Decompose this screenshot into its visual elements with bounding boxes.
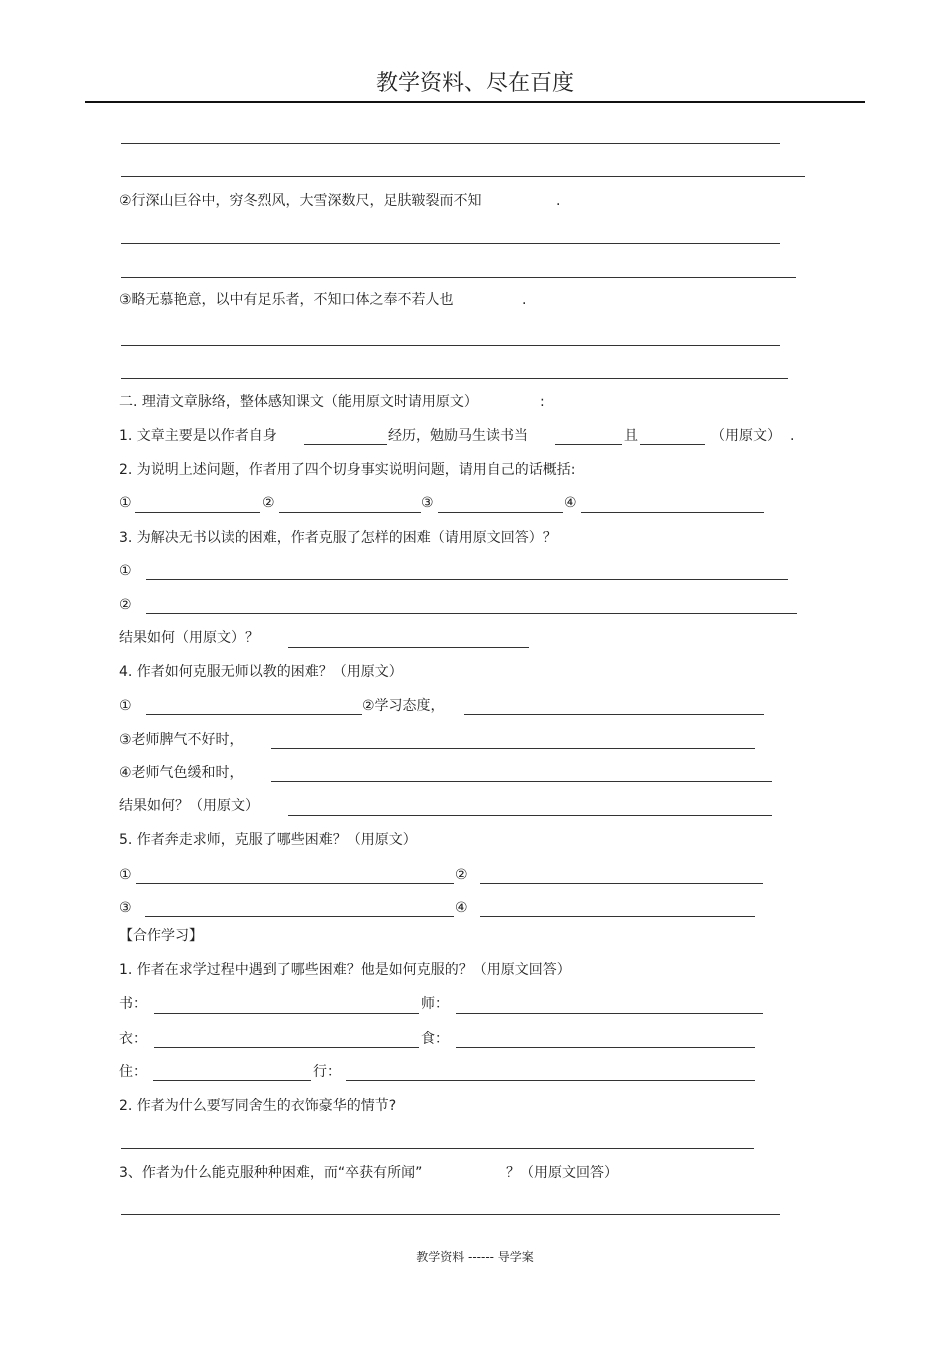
answer-line[interactable] [121, 1214, 780, 1215]
header-rule [85, 101, 865, 103]
blank-field[interactable] [153, 1080, 311, 1081]
question-1-part-c: 且 [624, 428, 638, 444]
coop-question-3: 3、作者为什么能克服种种困难，而“卒获有所闻” [119, 1165, 423, 1181]
marker-2: ② [262, 495, 275, 511]
blank-field[interactable] [271, 781, 772, 782]
blank-field[interactable] [438, 512, 563, 513]
marker-4: ④ [455, 900, 468, 916]
question-item-2-end: . [556, 193, 561, 209]
marker-1: ① [119, 867, 132, 883]
marker-1: ① [119, 698, 132, 714]
question-2: 2. 为说明上述问题，作者用了四个切身事实说明问题，请用自己的话概括: [119, 462, 576, 478]
label-book: 书： [119, 996, 147, 1012]
blank-field[interactable] [146, 613, 797, 614]
answer-line[interactable] [121, 143, 780, 144]
section-heading-colon: : [540, 394, 545, 410]
blank-field[interactable] [146, 579, 788, 580]
blank-field[interactable] [456, 1047, 755, 1048]
blank-field[interactable] [288, 815, 772, 816]
question-5: 5. 作者奔走求师，克服了哪些困难？（用原文） [119, 832, 417, 848]
question-item-3: ③略无慕艳意，以中有足乐者，不知口体之奉不若人也 [119, 292, 454, 308]
teacher-calm-label: ④老师气色缓和时， [119, 765, 244, 781]
question-1-part-d: （用原文） [711, 428, 781, 444]
blank-field[interactable] [464, 714, 764, 715]
blank-field[interactable] [279, 512, 421, 513]
label-housing: 住： [119, 1064, 147, 1080]
question-3: 3. 为解决无书以读的困难，作者克服了怎样的困难（请用原文回答）？ [119, 530, 557, 546]
marker-4: ④ [564, 495, 577, 511]
blank-field[interactable] [456, 1013, 763, 1014]
coop-question-3-tail: ？（用原文回答） [506, 1165, 618, 1181]
coop-heading: 【合作学习】 [119, 928, 203, 944]
question-1-part-b: 经历，勉励马生读书当 [388, 428, 528, 444]
blank-field[interactable] [136, 883, 454, 884]
marker-1: ① [119, 495, 132, 511]
blank-field[interactable] [581, 512, 764, 513]
study-attitude-label: ②学习态度， [362, 698, 445, 714]
label-clothing: 衣： [119, 1031, 147, 1047]
result-label: 结果如何（用原文）？ [119, 630, 259, 646]
label-teacher: 师： [421, 996, 449, 1012]
label-food: 食： [421, 1031, 449, 1047]
section-heading: 二. 理清文章脉络，整体感知课文（能用原文时请用原文） [119, 394, 478, 410]
marker-2: ② [455, 867, 468, 883]
blank-field[interactable] [135, 512, 260, 513]
blank-field[interactable] [271, 748, 755, 749]
blank-field[interactable] [288, 647, 529, 648]
teacher-angry-label: ③老师脾气不好时， [119, 732, 244, 748]
question-1-part-e: . [790, 428, 795, 444]
answer-line[interactable] [121, 345, 780, 346]
question-item-3-end: . [522, 292, 527, 308]
marker-3: ③ [119, 900, 132, 916]
blank-field[interactable] [145, 916, 454, 917]
coop-question-2: 2. 作者为什么要写同舍生的衣饰豪华的情节? [119, 1098, 397, 1114]
blank-field[interactable] [480, 883, 763, 884]
marker-3: ③ [421, 495, 434, 511]
blank-field[interactable] [346, 1080, 755, 1081]
answer-line[interactable] [121, 1148, 754, 1149]
page-header-title: 教学资料、尽在百度 [375, 71, 574, 96]
result-label: 结果如何？（用原文） [119, 798, 259, 814]
blank-field[interactable] [146, 714, 362, 715]
coop-question-1: 1. 作者在求学过程中遇到了哪些困难？他是如何克服的？（用原文回答） [119, 962, 571, 978]
blank-field[interactable] [154, 1047, 419, 1048]
page-footer: 教学资料 ------ 导学案 [416, 1250, 534, 1264]
blank-field[interactable] [640, 444, 705, 445]
answer-line[interactable] [121, 378, 788, 379]
answer-line[interactable] [121, 277, 796, 278]
answer-line[interactable] [121, 176, 805, 177]
marker-2: ② [119, 597, 132, 613]
marker-1: ① [119, 563, 132, 579]
question-item-2: ②行深山巨谷中，穷冬烈风，大雪深数尺，足肤皲裂而不知 [119, 193, 482, 209]
question-1-part-a: 1. 文章主要是以作者自身 [119, 428, 277, 444]
blank-field[interactable] [480, 916, 755, 917]
blank-field[interactable] [154, 1013, 419, 1014]
blank-field[interactable] [555, 444, 622, 445]
answer-line[interactable] [121, 243, 780, 244]
question-4: 4. 作者如何克服无师以教的困难？（用原文） [119, 664, 403, 680]
label-travel: 行： [313, 1064, 341, 1080]
blank-field[interactable] [304, 444, 387, 445]
